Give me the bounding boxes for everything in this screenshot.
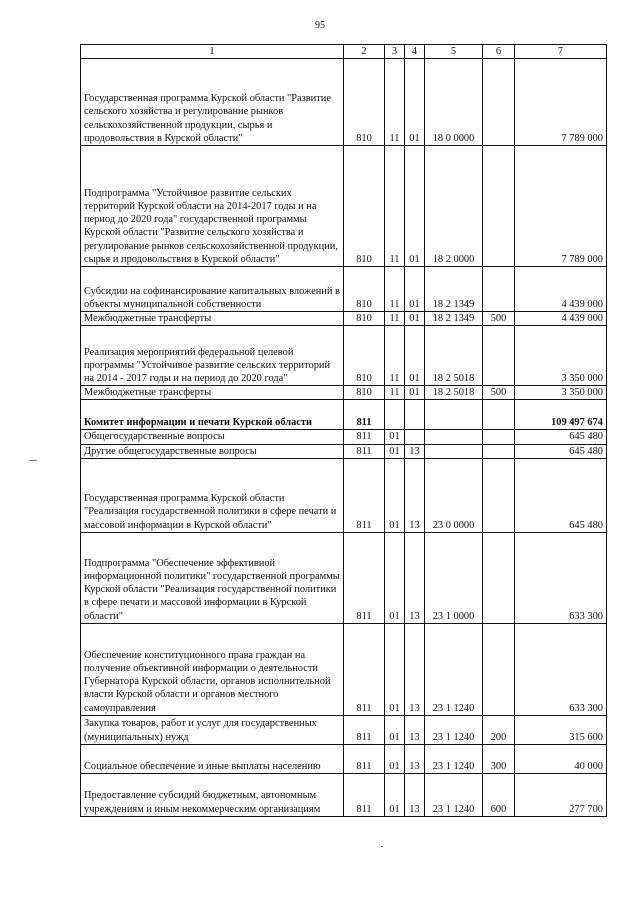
cell-section: 01 (385, 532, 405, 623)
cell-code: 810 (344, 59, 385, 146)
cell-section (385, 400, 405, 430)
row-name: Другие общегосударственные вопросы (81, 444, 344, 458)
row-name: Субсидии на софинансирование капитальных вложений в объекты муниципальной собственности (81, 267, 344, 312)
cell-target (425, 444, 483, 458)
cell-amount: 3 350 000 (515, 326, 607, 386)
cell-section: 11 (385, 59, 405, 146)
cell-subsection: 01 (405, 326, 425, 386)
table-row (81, 623, 607, 715)
table-row (81, 532, 607, 623)
cell-amount: 645 480 (515, 430, 607, 444)
budget-table (80, 44, 607, 817)
cell-amount: 40 000 (515, 744, 607, 773)
cell-code: 811 (344, 430, 385, 444)
cell-code: 811 (344, 444, 385, 458)
cell-target: 23 1 1240 (425, 744, 483, 773)
row-name: Государственная программа Курской области "Реализация государственной политики в сфере печати и массовой информации в Курской области" (81, 458, 344, 532)
cell-section: 01 (385, 744, 405, 773)
table-row (81, 744, 607, 773)
table-row (81, 146, 607, 267)
cell-target: 23 1 1240 (425, 715, 483, 744)
cell-section: 01 (385, 444, 405, 458)
cell-subsection: 01 (405, 312, 425, 326)
cell-target: 23 1 1240 (425, 773, 483, 816)
cell-subsection: 01 (405, 146, 425, 267)
cell-amount: 4 439 000 (515, 267, 607, 312)
cell-target: 23 0 0000 (425, 458, 483, 532)
cell-section: 11 (385, 312, 405, 326)
cell-type (483, 623, 515, 715)
cell-subsection: 01 (405, 267, 425, 312)
cell-target: 18 2 5018 (425, 326, 483, 386)
cell-type (483, 444, 515, 458)
scan-speck (381, 846, 383, 847)
cell-subsection: 01 (405, 386, 425, 400)
cell-amount: 277 700 (515, 773, 607, 816)
cell-code: 810 (344, 146, 385, 267)
cell-type (483, 532, 515, 623)
table-header-row (81, 45, 607, 59)
row-name: Общегосударственные вопросы (81, 430, 344, 444)
cell-section: 11 (385, 386, 405, 400)
row-name: Комитет информации и печати Курской области (81, 400, 344, 430)
row-name: Реализация мероприятий федеральной целевой программы "Устойчивое развитие сельских территорий на 2014 - 2017 годы и на период до 2020 года" (81, 326, 344, 386)
cell-section: 01 (385, 430, 405, 444)
cell-code: 811 (344, 773, 385, 816)
cell-amount: 3 350 000 (515, 386, 607, 400)
cell-type: 200 (483, 715, 515, 744)
cell-type: 300 (483, 744, 515, 773)
cell-target: 18 2 0000 (425, 146, 483, 267)
table-row (81, 430, 607, 444)
cell-type (483, 146, 515, 267)
cell-amount: 633 300 (515, 623, 607, 715)
cell-amount: 7 789 000 (515, 59, 607, 146)
cell-code: 811 (344, 623, 385, 715)
table-row (81, 59, 607, 146)
cell-code: 811 (344, 715, 385, 744)
cell-amount: 109 497 674 (515, 400, 607, 430)
cell-subsection: 01 (405, 59, 425, 146)
cell-target (425, 400, 483, 430)
cell-target (425, 430, 483, 444)
cell-target: 18 2 1349 (425, 312, 483, 326)
row-name: Закупка товаров, работ и услуг для государственных (муниципальных) нужд (81, 715, 344, 744)
cell-subsection: 13 (405, 715, 425, 744)
row-name: Государственная программа Курской области "Развитие сельского хозяйства и регулирование рынков сельскохозяйственной продукции, сырья и продовольствия в Курской области" (81, 59, 344, 146)
cell-code: 811 (344, 400, 385, 430)
cell-subsection: 13 (405, 532, 425, 623)
cell-type (483, 326, 515, 386)
cell-target: 18 0 0000 (425, 59, 483, 146)
cell-target: 18 2 1349 (425, 267, 483, 312)
cell-code: 810 (344, 267, 385, 312)
cell-code: 811 (344, 458, 385, 532)
cell-target: 23 1 0000 (425, 532, 483, 623)
cell-type (483, 400, 515, 430)
cell-type (483, 267, 515, 312)
cell-target: 23 1 1240 (425, 623, 483, 715)
column-header: 3 (385, 45, 405, 59)
margin-mark (29, 460, 37, 461)
cell-type (483, 458, 515, 532)
column-header: 2 (344, 45, 385, 59)
cell-type: 600 (483, 773, 515, 816)
row-name: Межбюджетные трансферты (81, 312, 344, 326)
cell-amount: 4 439 000 (515, 312, 607, 326)
cell-type (483, 59, 515, 146)
table-row (81, 326, 607, 386)
cell-section: 11 (385, 326, 405, 386)
table-row (81, 715, 607, 744)
cell-subsection (405, 430, 425, 444)
cell-target: 18 2 5018 (425, 386, 483, 400)
row-name: Межбюджетные трансферты (81, 386, 344, 400)
cell-code: 811 (344, 744, 385, 773)
table-row (81, 267, 607, 312)
table-row (81, 386, 607, 400)
cell-section: 01 (385, 458, 405, 532)
table-row (81, 400, 607, 430)
cell-code: 811 (344, 532, 385, 623)
row-name: Предоставление субсидий бюджетным, автономным учреждениям и иным некоммерческим организациям (81, 773, 344, 816)
cell-amount: 633 300 (515, 532, 607, 623)
cell-type: 500 (483, 386, 515, 400)
row-name: Подпрограмма "Устойчивое развитие сельских территорий Курской области на 2014-2017 годы и на период до 2020 года" государственной программы Курской области "Развитие сельского хозяйства и регулирование рынков сельскохозяйственной продукции, сырья и продовольствия в Курской области" (81, 146, 344, 267)
cell-type (483, 430, 515, 444)
column-header: 5 (425, 45, 483, 59)
cell-type: 500 (483, 312, 515, 326)
page-number: 95 (315, 20, 325, 31)
cell-subsection: 13 (405, 744, 425, 773)
column-header: 7 (515, 45, 607, 59)
cell-section: 11 (385, 267, 405, 312)
row-name: Подпрограмма "Обеспечение эффективной информационной политики" государственной программы Курской области "Реализация государственной политики в сфере печати и массовой информации в Курской области" (81, 532, 344, 623)
cell-subsection: 13 (405, 623, 425, 715)
cell-section: 01 (385, 715, 405, 744)
cell-amount: 315 600 (515, 715, 607, 744)
cell-subsection: 13 (405, 458, 425, 532)
cell-section: 01 (385, 773, 405, 816)
table-row (81, 444, 607, 458)
cell-amount: 7 789 000 (515, 146, 607, 267)
cell-subsection (405, 400, 425, 430)
table-row (81, 312, 607, 326)
cell-amount: 645 480 (515, 458, 607, 532)
column-header: 1 (81, 45, 344, 59)
cell-amount: 645 480 (515, 444, 607, 458)
cell-section: 11 (385, 146, 405, 267)
row-name: Обеспечение конституционного права граждан на получение объективной информации о деятельности Губернатора Курской области, органов исполнительной власти Курской области и органов местного самоуправления (81, 623, 344, 715)
cell-subsection: 13 (405, 773, 425, 816)
cell-code: 810 (344, 312, 385, 326)
table-row (81, 773, 607, 816)
cell-subsection: 13 (405, 444, 425, 458)
column-header: 6 (483, 45, 515, 59)
cell-code: 810 (344, 326, 385, 386)
cell-code: 810 (344, 386, 385, 400)
row-name: Социальное обеспечение и иные выплаты населению (81, 744, 344, 773)
cell-section: 01 (385, 623, 405, 715)
table-row (81, 458, 607, 532)
column-header: 4 (405, 45, 425, 59)
